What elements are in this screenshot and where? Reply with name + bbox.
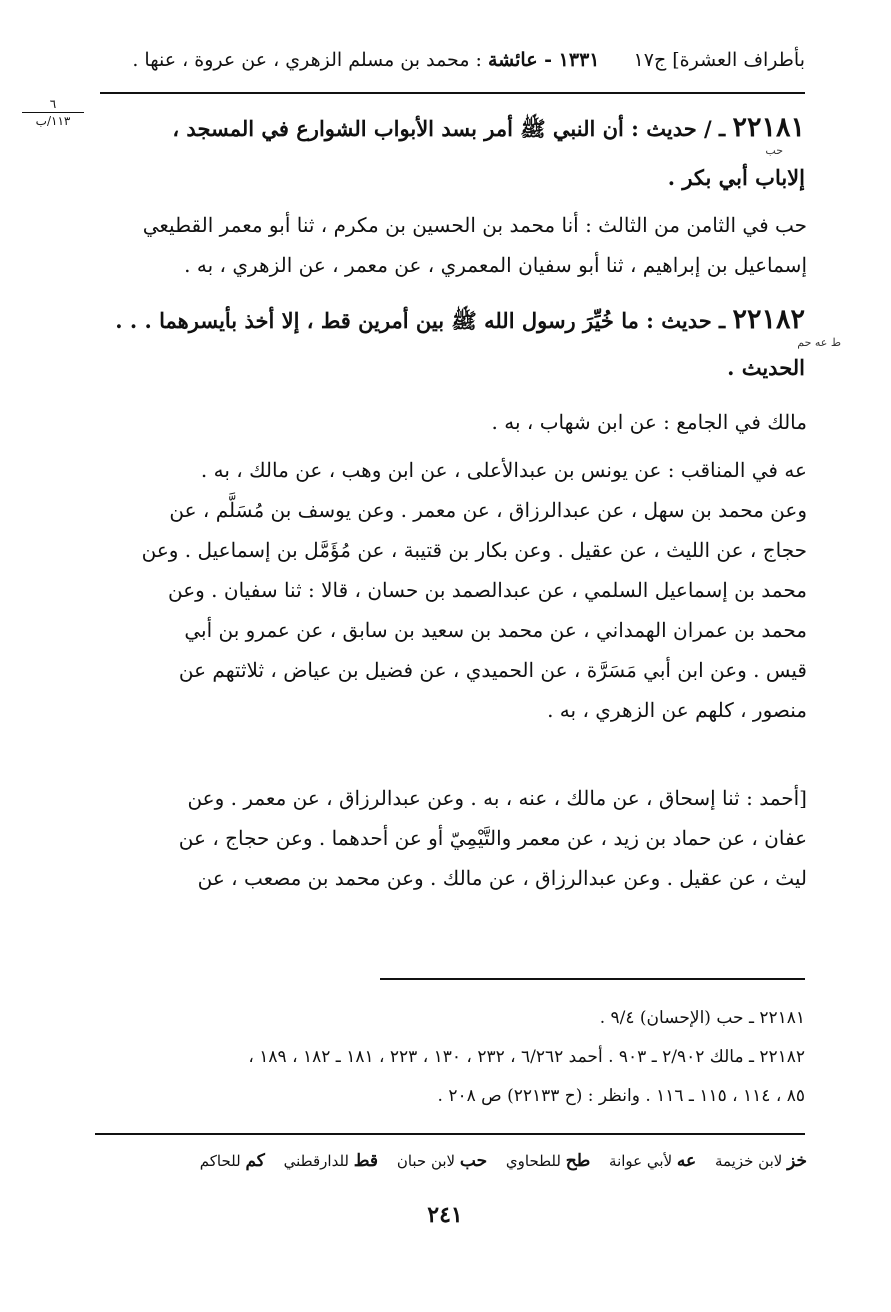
- hadith-separator: ـ /: [696, 116, 733, 141]
- legend-code: كم: [245, 1151, 265, 1171]
- footnote: ٢٢١٨١ ـ حب (الإحسان) ٩/٤ .: [599, 1008, 805, 1028]
- hadith-text: حديث : ما خُيِّرَ رسول الله ﷺ بين أمرين قط ، إلا أخذ بأيسرهما . . .: [115, 308, 712, 333]
- abbreviation-legend: [85, 1148, 807, 1174]
- malik-source-paragraph: [95, 402, 807, 442]
- hadith-text-continued: إلاباب أبي بكر .: [667, 165, 805, 190]
- legend-desc: للدارقطني: [283, 1152, 349, 1170]
- page-number: ٢٤١: [427, 1202, 463, 1228]
- source-line: عفان ، عن حماد بن زيد ، عن معمر والتَّيْمِيّ أو عن أحدهما . وعن حجاج ، عن: [178, 826, 807, 850]
- footnote: ٨٥ ، ١١٤ ، ١١٥ ـ ١١٦ . وانظر : (ح ٢٢١٣٣) ص ٢٠٨ .: [437, 1086, 805, 1106]
- hadith-22181-source-mark: حب: [765, 144, 783, 157]
- source-line: قيس . وعن ابن أبي مَسَرَّة ، عن الحميدي ، عن فضيل بن عياض ، ثلاثتهم عن: [178, 658, 807, 682]
- source-line: عه في المناقب : عن يونس بن عبدالأعلى ، عن ابن وهب ، عن مالك ، به .: [200, 458, 807, 482]
- hadith-text: حديث : أن النبي ﷺ أمر بسد الأبواب الشوارع في المسجد ،: [172, 116, 697, 141]
- hadith-number: ٢٢١٨١: [732, 112, 805, 143]
- source-line: ليث ، عن عقيل . وعن عبدالرزاق ، عن مالك . وعن محمد بن مصعب ، عن: [197, 866, 807, 890]
- legend-item: [715, 1152, 807, 1170]
- source-line: محمد بن إسماعيل السلمي ، عن عبدالصمد بن حسان ، قالا : ثنا سفيان . وعن: [168, 578, 807, 602]
- legend-divider: [95, 1133, 805, 1135]
- legend-code: طح: [565, 1151, 591, 1171]
- legend-desc: لابن خزيمة: [714, 1152, 783, 1170]
- legend-desc: للطحاوي: [505, 1152, 561, 1170]
- hadith-separator: ـ: [711, 308, 733, 333]
- source-line: حب في الثامن من الثالث : أنا محمد بن الحسين بن مكرم ، ثنا أبو معمر القطيعي: [142, 213, 807, 237]
- source-line: إسماعيل بن إبراهيم ، ثنا أبو سفيان المعمري ، عن معمر ، عن الزهري ، به .: [184, 253, 807, 277]
- legend-desc: للحاكم: [199, 1152, 241, 1170]
- source-line: حجاج ، عن الليث ، عن عقيل . وعن بكار بن قتيبة ، عن مُؤَمَّل بن إسماعيل . وعن: [141, 538, 807, 562]
- source-line: محمد بن عمران الهمداني ، عن محمد بن سعيد بن سابق ، عن عمرو بن أبي: [184, 618, 807, 642]
- hadith-22182-heading: [100, 298, 805, 342]
- legend-item: [200, 1152, 265, 1170]
- header-divider: [100, 92, 805, 94]
- hadith-22182-source-mark: ط عه حم: [797, 336, 841, 349]
- manuscript-folio-note: [22, 96, 84, 129]
- legend-desc: لأبي عوانة: [609, 1152, 673, 1170]
- awana-source-paragraph: [95, 450, 807, 730]
- hadith-22181-source-paragraph: [95, 205, 807, 285]
- hadith-22181-heading: [100, 106, 805, 150]
- hadith-22182-heading-line2: [100, 348, 805, 388]
- header-chapter-chain: : محمد بن مسلم الزهري ، عن عروة ، عنها .: [132, 49, 488, 71]
- header-book-title: بأطراف العشرة] ج١٧: [633, 49, 805, 71]
- footnote: ٢٢١٨٢ ـ مالك ٢/٩٠٢ ـ ٩٠٣ . أحمد ٦/٢٦٢ ، ٢٣٢ ، ١٣٠ ، ٢٢٣ ، ١٨١ ـ ١٨٢ ، ١٨٩ ،: [248, 1047, 805, 1067]
- legend-code: حب: [459, 1151, 488, 1171]
- running-header: [100, 40, 805, 80]
- header-chapter-number: ١٣٣١ - عائشة: [487, 49, 600, 71]
- source-line: منصور ، كلهم عن الزهري ، به .: [547, 698, 807, 722]
- malik-line: مالك في الجامع : عن ابن شهاب ، به .: [491, 410, 807, 434]
- folio-bottom: ١١٣/ب: [22, 112, 84, 129]
- legend-item: [397, 1152, 487, 1170]
- ahmad-source-paragraph: [95, 778, 807, 898]
- header-chapter-title: [132, 49, 599, 71]
- legend-item: [284, 1152, 378, 1170]
- footnote-divider: [380, 978, 805, 980]
- legend-code: عه: [676, 1151, 697, 1171]
- hadith-22181-heading-line2: [100, 158, 805, 198]
- source-line: وعن محمد بن سهل ، عن عبدالرزاق ، عن معمر . وعن يوسف بن مُسَلَّم ، عن: [169, 498, 807, 522]
- hadith-number: ٢٢١٨٢: [732, 304, 805, 335]
- legend-code: قط: [353, 1151, 379, 1171]
- legend-item: [609, 1152, 696, 1170]
- legend-item: [506, 1152, 590, 1170]
- legend-desc: لابن حبان: [396, 1152, 456, 1170]
- folio-top: ٦: [49, 97, 57, 111]
- hadith-text-continued: الحديث .: [727, 355, 805, 380]
- legend-code: خز: [787, 1151, 807, 1171]
- source-line: [أحمد : ثنا إسحاق ، عن مالك ، عنه ، به . وعن عبدالرزاق ، عن معمر . وعن: [187, 786, 807, 810]
